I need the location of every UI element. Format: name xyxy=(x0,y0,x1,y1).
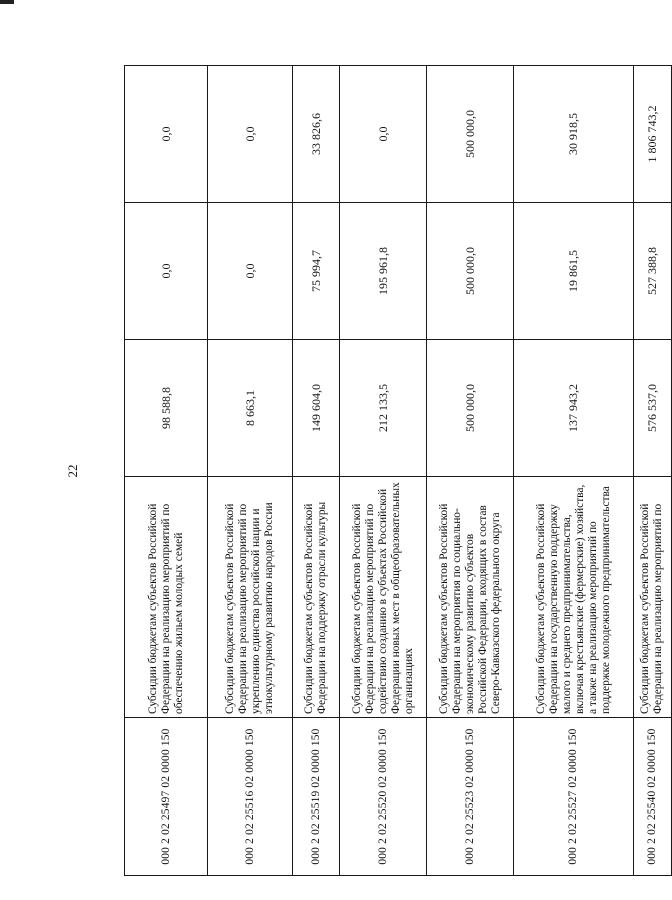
budget-code-cell: 000 2 02 25523 02 0000 150 xyxy=(427,718,514,876)
amount-cell-1: 137 943,2 xyxy=(514,340,633,477)
budget-code-cell: 000 2 02 25527 02 0000 150 xyxy=(514,718,633,876)
table-row xyxy=(633,66,671,876)
amount-cell-3: 1 806 743,2 xyxy=(633,66,671,203)
page-number: 22 xyxy=(65,464,80,478)
amount-cell-2: 0,0 xyxy=(125,203,208,340)
table-row xyxy=(125,66,208,876)
table-row xyxy=(339,66,426,876)
subsidy-name-cell: Субсидии бюджетам субъектов Российской Федерации на реализацию мероприятий по xyxy=(633,477,671,718)
budget-code-cell: 000 2 02 25540 02 0000 150 xyxy=(633,718,671,876)
subsidy-name-cell: Субсидии бюджетам субъектов Российской Федерации на реализацию мероприятий по содействию созданию в субъектах Российской Федерации новых мест в общеобразовательных организациях xyxy=(339,477,426,718)
budget-code-cell: 000 2 02 25519 02 0000 150 xyxy=(293,718,340,876)
budget-code-cell: 000 2 02 25497 02 0000 150 xyxy=(125,718,208,876)
amount-cell-1: 576 537,0 xyxy=(633,340,671,477)
amount-cell-2: 19 861,5 xyxy=(514,203,633,340)
budget-code-cell: 000 2 02 25520 02 0000 150 xyxy=(339,718,426,876)
subsidy-name-cell: Субсидии бюджетам субъектов Российской Федерации на поддержку отрасли культуры xyxy=(293,477,340,718)
amount-cell-3: 30 918,5 xyxy=(514,66,633,203)
budget-table xyxy=(124,65,672,876)
amount-cell-2: 500 000,0 xyxy=(427,203,514,340)
amount-cell-2: 195 961,8 xyxy=(339,203,426,340)
rotated-page-content xyxy=(65,66,672,876)
amount-cell-1: 500 000,0 xyxy=(427,340,514,477)
amount-cell-1: 98 588,8 xyxy=(125,340,208,477)
amount-cell-3: 500 000,0 xyxy=(427,66,514,203)
amount-cell-1: 212 133,5 xyxy=(339,340,426,477)
amount-cell-3: 0,0 xyxy=(208,66,293,203)
amount-cell-1: 149 604,0 xyxy=(293,340,340,477)
amount-cell-3: 0,0 xyxy=(125,66,208,203)
page-corner-mark xyxy=(0,0,14,4)
budget-code-cell: 000 2 02 25516 02 0000 150 xyxy=(208,718,293,876)
amount-cell-2: 0,0 xyxy=(208,203,293,340)
amount-cell-2: 75 994,7 xyxy=(293,203,340,340)
amount-cell-1: 8 663,1 xyxy=(208,340,293,477)
table-row xyxy=(427,66,514,876)
subsidy-name-cell: Субсидии бюджетам субъектов Российской Федерации на реализацию мероприятий по обеспечению жильем молодых семей xyxy=(125,477,208,718)
table-row xyxy=(514,66,633,876)
amount-cell-3: 33 826,6 xyxy=(293,66,340,203)
table-row xyxy=(208,66,293,876)
subsidy-name-cell: Субсидии бюджетам субъектов Российской Федерации на реализацию мероприятий по укреплению единства российской нации и этнокультурному развитию народов России xyxy=(208,477,293,718)
amount-cell-2: 527 388,8 xyxy=(633,203,671,340)
table-row xyxy=(293,66,340,876)
subsidy-name-cell: Субсидии бюджетам субъектов Российской Федерации на государственную поддержку малого и среднего предпринимательства, включая крестьянские (фермерские) хозяйства, а также на реализацию мероприятий по поддержке молодежного предпринимательства xyxy=(514,477,633,718)
amount-cell-3: 0,0 xyxy=(339,66,426,203)
subsidy-name-cell: Субсидии бюджетам субъектов Российской Федерации на мероприятия по социально-экономическому развитию субъектов Российской Федерации, входящих в состав Северо-Кавказского федерального округа xyxy=(427,477,514,718)
